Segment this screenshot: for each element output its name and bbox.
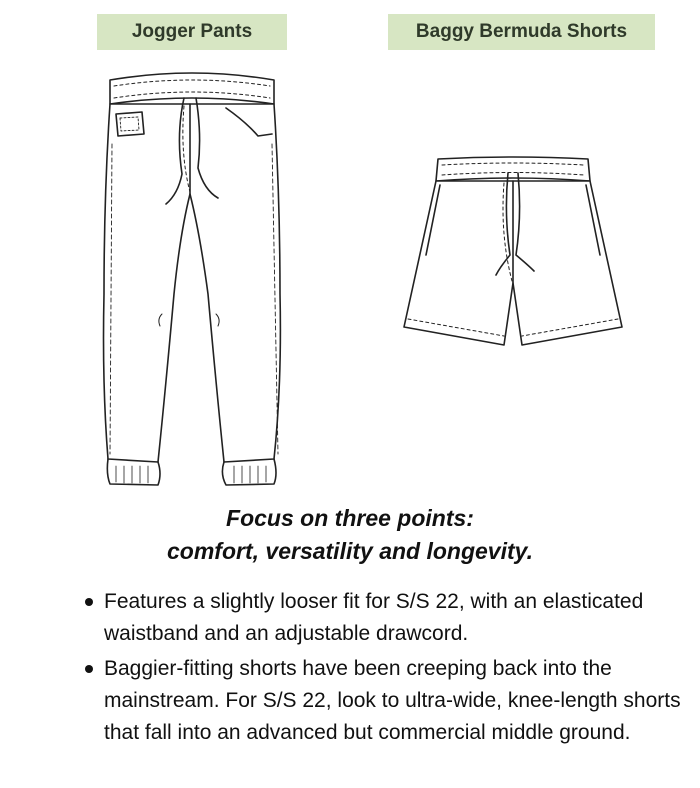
headline-line-1: Focus on three points: — [226, 505, 474, 531]
bullet-text: Baggier-fitting shorts have been creeping back into the mainstream. For S/S 22, look to ultra-wide, knee-length shorts that fall into an advanced but commercial middle ground. — [104, 657, 681, 744]
headline-line-2: comfort, versatility and longevity. — [167, 538, 533, 564]
bullet-item — [82, 586, 682, 650]
bermuda-shorts-illustration — [400, 155, 626, 355]
jogger-pants-label: Jogger Pants — [97, 14, 287, 50]
bullet-dot — [85, 598, 93, 606]
bullet-text: Features a slightly looser fit for S/S 22, with an elasticated waistband and an adjustable drawcord. — [104, 590, 644, 645]
jogger-pants-illustration — [96, 64, 288, 490]
bullet-dot — [85, 665, 93, 673]
bermuda-shorts-label: Baggy Bermuda Shorts — [388, 14, 655, 50]
feature-bullet-list — [82, 586, 682, 752]
bullet-item — [82, 653, 682, 749]
